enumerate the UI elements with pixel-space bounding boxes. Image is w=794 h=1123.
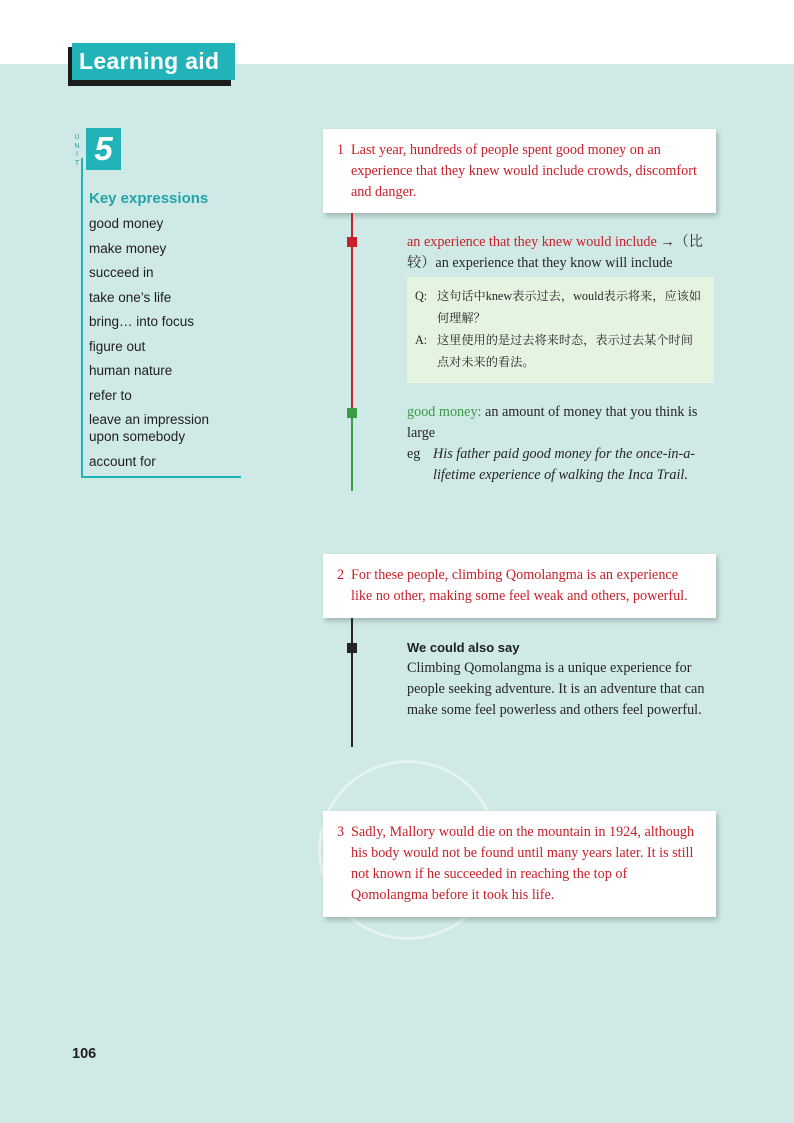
- unit-label-letter: I: [76, 151, 78, 158]
- sentence-text: Last year, hundreds of people spent good money on an experience that they knew would include crowds, discomfort and danger.: [351, 142, 697, 200]
- key-expression-item: refer to: [89, 387, 132, 403]
- sidebar-vertical-rule: [81, 158, 83, 478]
- also-say-title: We could also say: [407, 640, 520, 655]
- page-number: 106: [72, 1046, 97, 1062]
- timeline-green: [351, 408, 353, 491]
- unit-label-letter: N: [74, 142, 80, 150]
- question-label: Q:: [415, 289, 428, 303]
- key-expressions-title: Key expressions: [89, 190, 209, 207]
- sentence-number: 3: [337, 824, 345, 840]
- term-good-money: good money:: [407, 404, 482, 420]
- sentence-card-2: [323, 554, 716, 618]
- key-expression-item: leave an impression upon somebody: [89, 412, 210, 444]
- key-expression-item: good money: [89, 216, 164, 231]
- timeline-black: [351, 618, 353, 747]
- question-row: [415, 285, 704, 329]
- sentence-text: Sadly, Mallory would die on the mountain in 1924, although his body would not be found until many years later. It is still not known if he succeeded in reaching the top of Qomolangma before it took his life.: [351, 824, 695, 903]
- key-expression-item: make money: [89, 240, 167, 256]
- sentence-number: 2: [337, 567, 345, 583]
- page-title: Learning aid: [72, 43, 235, 80]
- key-expression-item: bring… into focus: [89, 314, 195, 329]
- sentence-text: For these people, climbing Qomolangma is an experience like no other, making some feel weak and others, powerful.: [351, 567, 688, 604]
- example-label: eg: [407, 446, 421, 462]
- red-marker-icon: [347, 237, 357, 247]
- note-highlight: an experience that they knew would include: [407, 234, 657, 250]
- sentence-number: 1: [337, 142, 345, 158]
- note-good-money: [407, 402, 715, 486]
- green-marker-icon: [347, 408, 357, 418]
- unit-number-badge: 5: [86, 128, 121, 170]
- qa-box: [407, 277, 714, 383]
- key-expression-item: human nature: [89, 363, 173, 378]
- note-rest: an experience that they know will include: [435, 255, 673, 271]
- note-also-say: [407, 637, 707, 721]
- key-expression-item: take one’s life: [89, 289, 172, 305]
- key-expression-item: succeed in: [89, 265, 154, 280]
- answer-row: [415, 329, 704, 373]
- unit-label-letter: T: [74, 159, 80, 167]
- example-text: His father paid good money for the once-in-a-lifetime experience of walking the Inca Trail.: [433, 446, 696, 483]
- black-marker-icon: [347, 643, 357, 653]
- key-expression-item: account for: [89, 453, 156, 469]
- question-text: 这句话中knew表示过去，would表示将来，应该如何理解？: [437, 289, 702, 325]
- unit-label-letter: U: [74, 134, 80, 141]
- key-expression-item: figure out: [89, 338, 146, 354]
- answer-text: 这里使用的是过去将来时态，表示过去某个时间点对未来的看法。: [437, 333, 693, 369]
- example-row: [407, 444, 715, 486]
- sentence-card-3: [323, 811, 716, 917]
- note-comparison: [407, 232, 715, 274]
- note-arrow: →（比较）: [407, 234, 703, 271]
- also-say-text: Climbing Qomolangma is a unique experience for people seeking adventure. It is an adventure that can make some feel powerless and others feel powerful.: [407, 660, 705, 718]
- sentence-card-1: [323, 129, 716, 213]
- term-definition: an amount of money that you think is large: [407, 404, 698, 441]
- key-expressions-list: [89, 215, 239, 477]
- answer-label: A:: [415, 333, 428, 347]
